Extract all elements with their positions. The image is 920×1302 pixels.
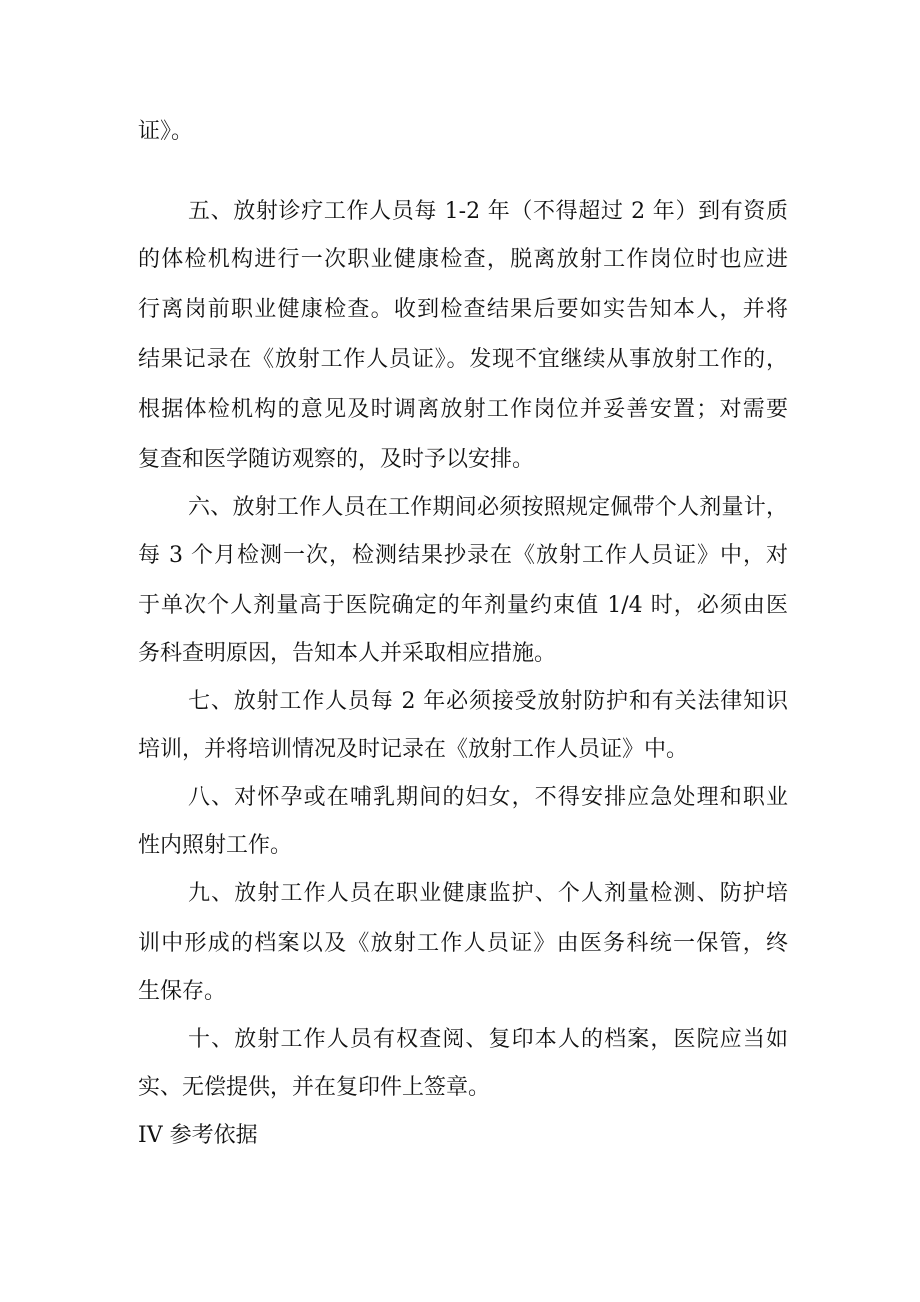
text-line-continuation: 证》。: [138, 119, 194, 144]
paragraph-8-line-2: 性内照射工作。: [138, 833, 293, 858]
paragraph-5-line-4: 结果记录在《放射工作人员证》。发现不宜继续从事放射工作的，: [138, 347, 788, 372]
paragraph-7-line-1: 七、放射工作人员每 2 年必须接受放射防护和有关法律知识: [188, 689, 788, 714]
paragraph-10-line-1: 十、放射工作人员有权查阅、复印本人的档案，医院应当如: [188, 1027, 788, 1052]
paragraph-10-line-2: 实、无偿提供，并在复印件上签章。: [138, 1075, 491, 1100]
section-heading-references: IV 参考依据: [138, 1123, 258, 1148]
paragraph-9-line-3: 生保存。: [138, 979, 227, 1004]
paragraph-5-line-3: 行离岗前职业健康检查。收到检查结果后要如实告知本人，并将: [138, 297, 788, 322]
paragraph-7-line-2: 培训，并将培训情况及时记录在《放射工作人员证》中。: [138, 737, 689, 762]
paragraph-5-line-6: 复查和医学随访观察的，及时予以安排。: [138, 447, 535, 472]
paragraph-9-line-2: 训中形成的档案以及《放射工作人员证》由医务科统一保管，终: [138, 931, 788, 956]
paragraph-5-line-5: 根据体检机构的意见及时调离放射工作岗位并妥善安置；对需要: [138, 397, 788, 422]
paragraph-6-line-3: 于单次个人剂量高于医院确定的年剂量约束值 1/4 时，必须由医: [138, 593, 788, 618]
paragraph-5-line-2: 的体检机构进行一次职业健康检查，脱离放射工作岗位时也应进: [138, 247, 788, 272]
paragraph-6-line-4: 务科查明原因，告知本人并采取相应措施。: [138, 641, 557, 666]
paragraph-6-line-2: 每 3 个月检测一次，检测结果抄录在《放射工作人员证》中，对: [138, 543, 788, 568]
paragraph-5-line-1: 五、放射诊疗工作人员每 1-2 年（不得超过 2 年）到有资质: [188, 199, 788, 224]
paragraph-8-line-1: 八、对怀孕或在哺乳期间的妇女，不得安排应急处理和职业: [188, 785, 788, 810]
paragraph-6-line-1: 六、放射工作人员在工作期间必须按照规定佩带个人剂量计，: [188, 495, 788, 520]
paragraph-9-line-1: 九、放射工作人员在职业健康监护、个人剂量检测、防护培: [188, 881, 788, 906]
